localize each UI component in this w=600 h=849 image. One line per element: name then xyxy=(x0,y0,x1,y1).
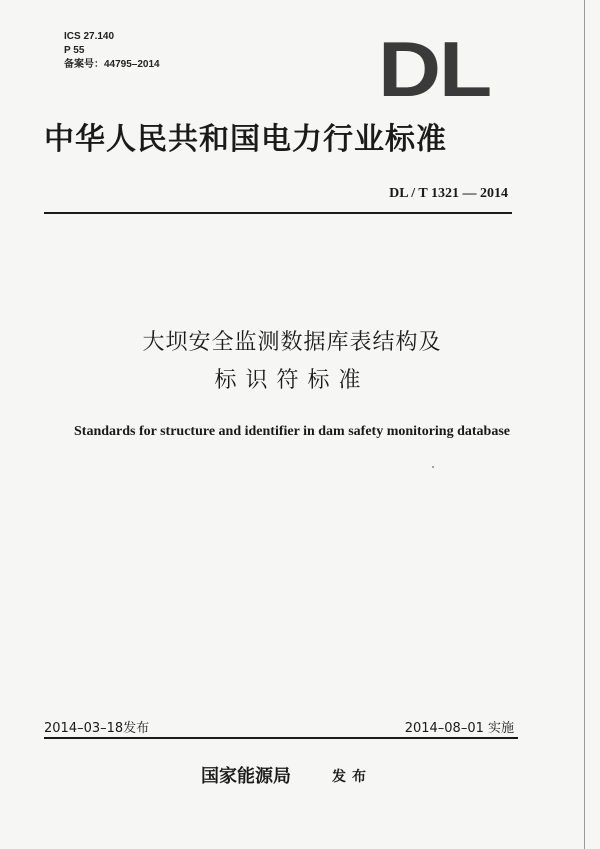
chinese-title-line-1: 大坝安全监测数据库表结构及 xyxy=(142,330,442,355)
classification-block xyxy=(64,30,160,72)
standard-code: DL / T 1321 — 2014 xyxy=(389,186,508,201)
issue-date: 2014–03–18发布 xyxy=(44,721,150,736)
bottom-divider xyxy=(44,737,518,739)
ics-code: ICS 27.140 xyxy=(64,31,115,42)
chinese-title xyxy=(0,328,584,396)
standard-title: 中华人民共和国电力行业标准 xyxy=(44,122,447,157)
dl-logo: DL xyxy=(378,25,490,113)
issuing-authority: 国家能源局 xyxy=(201,766,291,787)
english-title: Standards for structure and identifier in dam safety monitoring database xyxy=(74,424,510,439)
issue-action: 发布 xyxy=(332,769,372,785)
implementation-date: 2014–08–01 实施 xyxy=(404,721,514,736)
category-code: P 55 xyxy=(64,45,85,56)
page-edge-line xyxy=(584,0,585,849)
record-number: 备案号：44795–2014 xyxy=(64,59,160,70)
top-divider xyxy=(44,212,512,214)
scan-speck xyxy=(432,466,434,468)
chinese-title-line-2: 标识符标准 xyxy=(214,368,370,393)
